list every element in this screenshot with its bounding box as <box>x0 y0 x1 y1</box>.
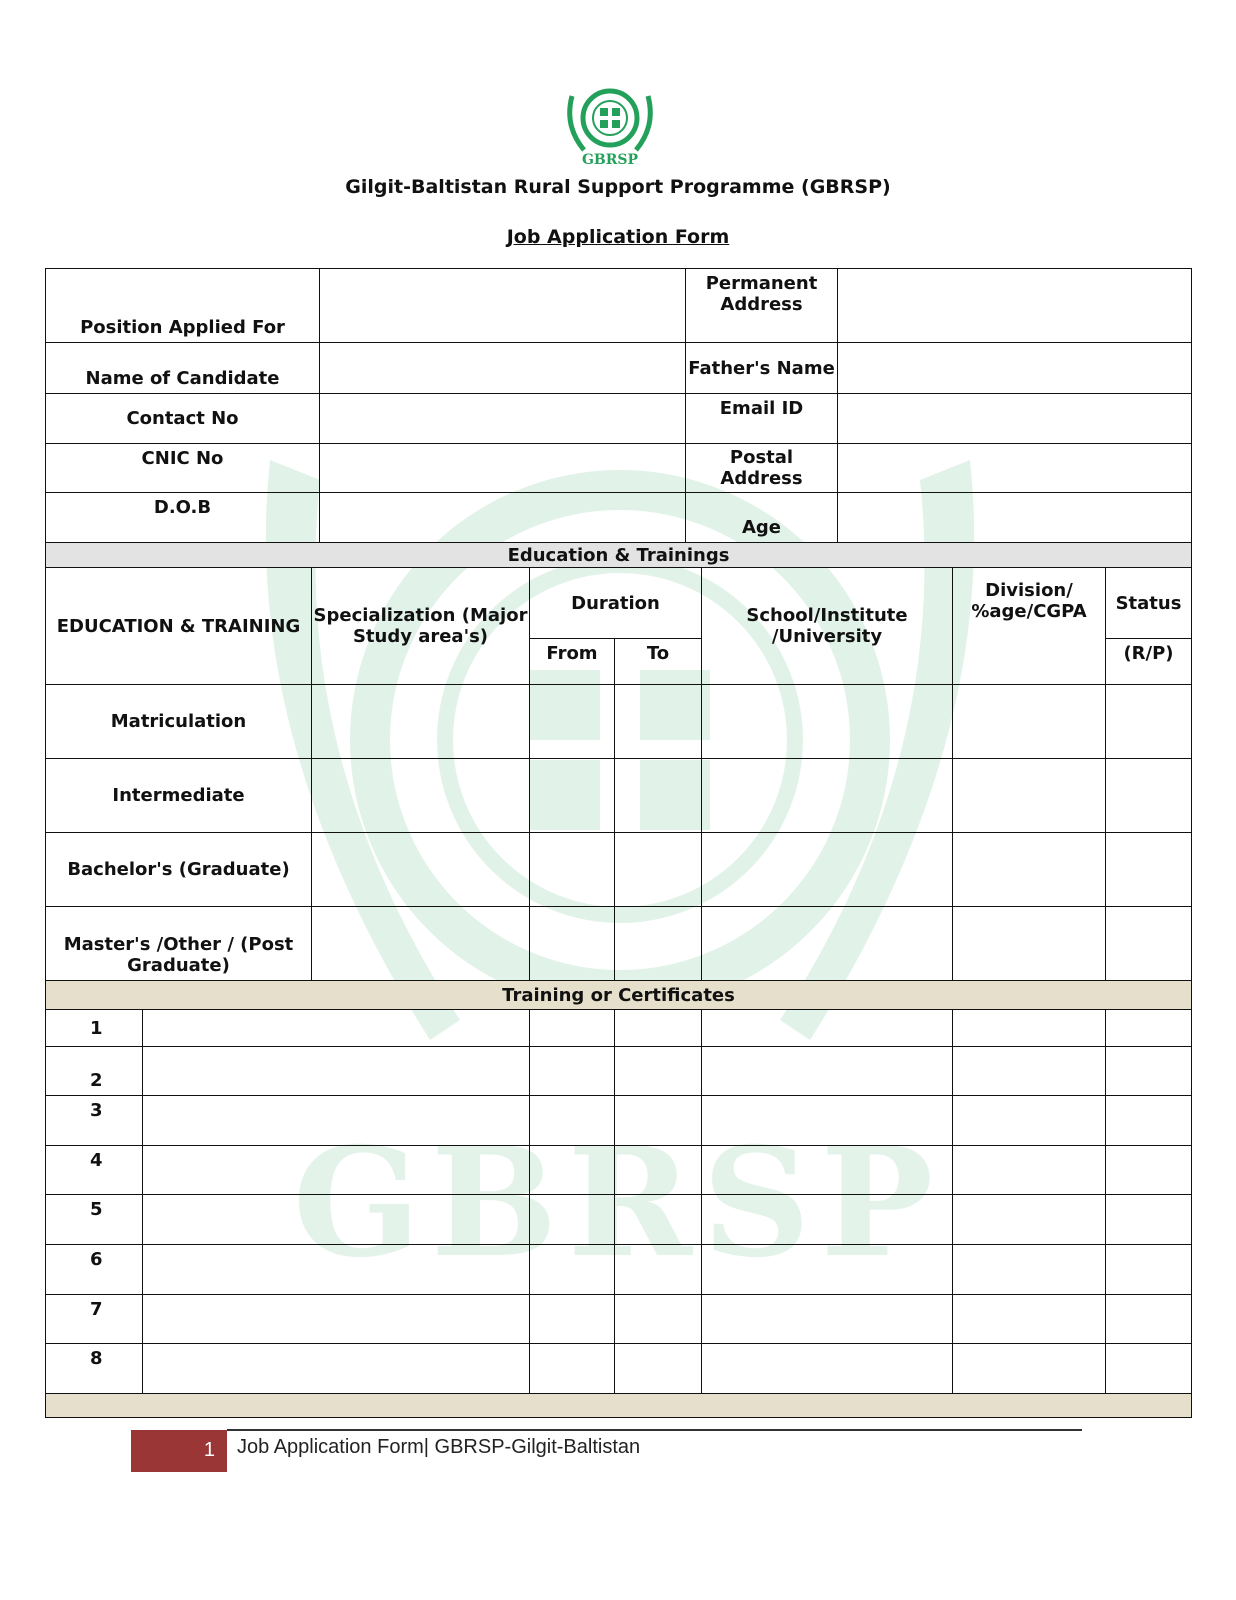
age-label: Age <box>686 493 838 543</box>
training-row-number: 3 <box>46 1096 143 1146</box>
cnic-no-field[interactable] <box>320 444 686 493</box>
specialization-cell[interactable] <box>312 759 530 833</box>
training-institute-cell[interactable] <box>702 1245 953 1295</box>
permanent-address-label: Permanent Address <box>686 269 838 343</box>
training-status-cell[interactable] <box>1106 1047 1192 1096</box>
name-of-candidate-field[interactable] <box>320 343 686 394</box>
to-cell[interactable] <box>615 685 702 759</box>
training-division-cell[interactable] <box>953 1146 1106 1195</box>
email-id-field[interactable] <box>838 394 1192 444</box>
postal-address-field[interactable] <box>838 444 1192 493</box>
training-row-number: 2 <box>46 1047 143 1096</box>
postal-address-label: Postal Address <box>686 444 838 493</box>
training-section-header: Training or Certificates <box>46 981 1192 1010</box>
training-status-cell[interactable] <box>1106 1295 1192 1344</box>
status-cell[interactable] <box>1106 907 1192 981</box>
col-duration-header: Duration <box>530 568 702 639</box>
page-number: 1 <box>131 1430 227 1472</box>
from-cell[interactable] <box>530 759 615 833</box>
school-cell[interactable] <box>702 907 953 981</box>
col-status-sub-header: (R/P) <box>1106 639 1192 685</box>
footer-text: Job Application Form| GBRSP-Gilgit-Baltistan <box>237 1436 641 1458</box>
training-to-cell[interactable] <box>615 1195 702 1245</box>
dob-label: D.O.B <box>46 493 320 543</box>
col-specialization-header: Specialization (Major Study area's) <box>312 568 530 685</box>
specialization-cell[interactable] <box>312 685 530 759</box>
training-division-cell[interactable] <box>953 1245 1106 1295</box>
age-field[interactable] <box>838 493 1192 543</box>
training-row-number: 5 <box>46 1195 143 1245</box>
training-division-cell[interactable] <box>953 1295 1106 1344</box>
training-institute-cell[interactable] <box>702 1096 953 1146</box>
col-from-header: From <box>530 639 615 685</box>
col-division-header: Division/ %age/CGPA <box>953 568 1106 685</box>
training-name-cell[interactable] <box>143 1245 530 1295</box>
from-cell[interactable] <box>530 685 615 759</box>
training-to-cell[interactable] <box>615 1146 702 1195</box>
training-to-cell[interactable] <box>615 1245 702 1295</box>
to-cell[interactable] <box>615 907 702 981</box>
education-row-label: Intermediate <box>46 759 312 833</box>
training-institute-cell[interactable] <box>702 1344 953 1394</box>
training-institute-cell[interactable] <box>702 1010 953 1047</box>
training-status-cell[interactable] <box>1106 1146 1192 1195</box>
training-from-cell[interactable] <box>530 1344 615 1394</box>
from-cell[interactable] <box>530 833 615 907</box>
table-footer-band <box>46 1394 1192 1418</box>
training-to-cell[interactable] <box>615 1344 702 1394</box>
status-cell[interactable] <box>1106 833 1192 907</box>
training-division-cell[interactable] <box>953 1344 1106 1394</box>
training-row-number: 8 <box>46 1344 143 1394</box>
permanent-address-field[interactable] <box>838 269 1192 343</box>
specialization-cell[interactable] <box>312 907 530 981</box>
training-institute-cell[interactable] <box>702 1146 953 1195</box>
status-cell[interactable] <box>1106 685 1192 759</box>
school-cell[interactable] <box>702 833 953 907</box>
training-row-number: 1 <box>46 1010 143 1047</box>
training-to-cell[interactable] <box>615 1010 702 1047</box>
training-name-cell[interactable] <box>143 1295 530 1344</box>
school-cell[interactable] <box>702 759 953 833</box>
division-cell[interactable] <box>953 759 1106 833</box>
training-division-cell[interactable] <box>953 1096 1106 1146</box>
email-id-label: Email ID <box>686 394 838 444</box>
from-cell[interactable] <box>530 907 615 981</box>
training-institute-cell[interactable] <box>702 1195 953 1245</box>
footer-divider <box>227 1429 1082 1431</box>
training-from-cell[interactable] <box>530 1195 615 1245</box>
training-to-cell[interactable] <box>615 1295 702 1344</box>
col-status-header: Status <box>1106 568 1192 639</box>
training-from-cell[interactable] <box>530 1096 615 1146</box>
specialization-cell[interactable] <box>312 833 530 907</box>
division-cell[interactable] <box>953 833 1106 907</box>
personal-info-table <box>45 268 1192 543</box>
training-row-number: 6 <box>46 1245 143 1295</box>
training-status-cell[interactable] <box>1106 1344 1192 1394</box>
name-of-candidate-label: Name of Candidate <box>46 343 320 394</box>
contact-no-label: Contact No <box>46 394 320 444</box>
training-row-number: 7 <box>46 1295 143 1344</box>
col-school-header: School/Institute /University <box>702 568 953 685</box>
col-education-header: EDUCATION & TRAINING <box>46 568 312 685</box>
training-from-cell[interactable] <box>530 1245 615 1295</box>
training-division-cell[interactable] <box>953 1010 1106 1047</box>
training-status-cell[interactable] <box>1106 1195 1192 1245</box>
contact-no-field[interactable] <box>320 394 686 444</box>
fathers-name-field[interactable] <box>838 343 1192 394</box>
school-cell[interactable] <box>702 685 953 759</box>
training-name-cell[interactable] <box>143 1096 530 1146</box>
training-to-cell[interactable] <box>615 1047 702 1096</box>
training-status-cell[interactable] <box>1106 1096 1192 1146</box>
education-row-label: Master's /Other / (Post Graduate) <box>46 907 312 981</box>
col-to-header: To <box>615 639 702 685</box>
division-cell[interactable] <box>953 907 1106 981</box>
gbrsp-logo-icon <box>562 76 658 168</box>
training-to-cell[interactable] <box>615 1096 702 1146</box>
fathers-name-label: Father's Name <box>686 343 838 394</box>
logo-text: GBRSP <box>581 152 639 168</box>
training-from-cell[interactable] <box>530 1010 615 1047</box>
training-from-cell[interactable] <box>530 1295 615 1344</box>
training-row-number: 4 <box>46 1146 143 1195</box>
training-from-cell[interactable] <box>530 1146 615 1195</box>
division-cell[interactable] <box>953 685 1106 759</box>
org-title: Gilgit-Baltistan Rural Support Programme (GBRSP) <box>345 176 891 198</box>
education-row-label: Bachelor's (Graduate) <box>46 833 312 907</box>
to-cell[interactable] <box>615 833 702 907</box>
cnic-no-label: CNIC No <box>46 444 320 493</box>
position-applied-field[interactable] <box>320 269 686 343</box>
training-institute-cell[interactable] <box>702 1047 953 1096</box>
training-institute-cell[interactable] <box>702 1295 953 1344</box>
education-row-label: Matriculation <box>46 685 312 759</box>
training-name-cell[interactable] <box>143 1047 530 1096</box>
education-table <box>45 542 1192 1418</box>
position-applied-label: Position Applied For <box>46 269 320 343</box>
form-title: Job Application Form <box>506 226 730 248</box>
training-name-cell[interactable] <box>143 1010 530 1047</box>
training-name-cell[interactable] <box>143 1146 530 1195</box>
dob-field[interactable] <box>320 493 686 543</box>
training-name-cell[interactable] <box>143 1344 530 1394</box>
to-cell[interactable] <box>615 759 702 833</box>
training-division-cell[interactable] <box>953 1195 1106 1245</box>
training-status-cell[interactable] <box>1106 1010 1192 1047</box>
education-section-header: Education & Trainings <box>46 543 1192 568</box>
status-cell[interactable] <box>1106 759 1192 833</box>
training-status-cell[interactable] <box>1106 1245 1192 1295</box>
training-name-cell[interactable] <box>143 1195 530 1245</box>
training-division-cell[interactable] <box>953 1047 1106 1096</box>
training-from-cell[interactable] <box>530 1047 615 1096</box>
watermark-text: GBRSP <box>292 1115 944 1291</box>
